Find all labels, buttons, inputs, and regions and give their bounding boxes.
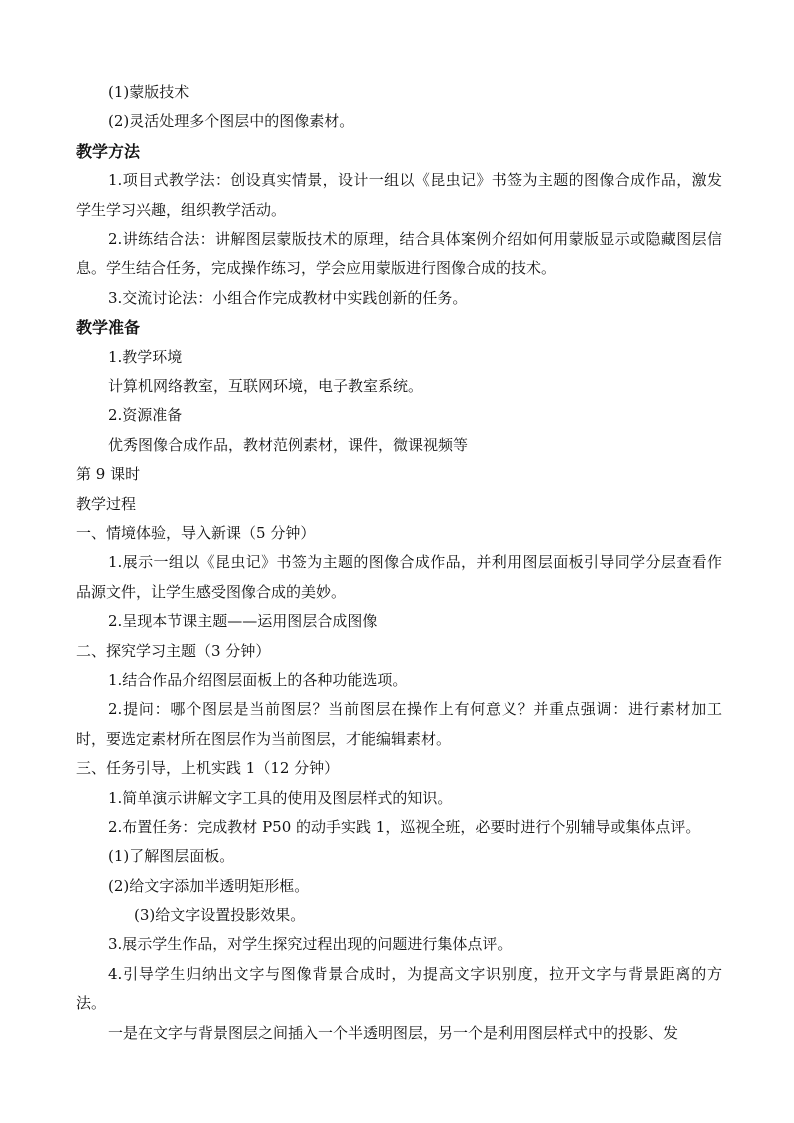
content-line: 2.资源准备 — [108, 406, 183, 425]
content-line: 1.教学环境 — [108, 347, 183, 366]
paragraph: 1.项目式教学法：创设真实情景，设计一组以《昆虫记》书签为主题的图像合成作品，激发学生学习兴趣，组织教学活动。 — [76, 171, 722, 219]
paragraph: 3.交流讨论法：小组合作完成教材中实践创新的任务。 — [108, 288, 468, 307]
content-line: 优秀图像合成作品，教材范例素材，课件，微课视频等 — [108, 435, 469, 454]
step-heading: 二、探究学习主题（3 分钟） — [76, 641, 271, 660]
paragraph: 4.引导学生归纳出文字与图像背景合成时，为提高文字识别度，拉开文字与背景距离的方法。 — [76, 964, 722, 1013]
paragraph: 2.讲练结合法：讲解图层蒙版技术的原理，结合具体案例介绍如何用蒙版显示或隐藏图层信息。学生结合任务，完成操作练习，学会应用蒙版进行图像合成的技术。 — [76, 229, 722, 278]
paragraph: 1.展示一组以《昆虫记》书签为主题的图像合成作品，并利用图层面板引导同学分层查看作品源文件，让学生感受图像合成的美妙。 — [76, 553, 722, 601]
content-line: 1.简单演示讲解文字工具的使用及图层样式的知识。 — [108, 788, 453, 807]
content-line: 计算机网络教室，互联网环境，电子教室系统。 — [108, 376, 424, 395]
section-heading: 教学准备 — [76, 318, 141, 338]
content-line: (2)给文字添加半透明矩形框。 — [108, 876, 310, 895]
process-label: 教学过程 — [76, 494, 137, 513]
content-line: 1.结合作品介绍图层面板上的各种功能选项。 — [108, 670, 408, 689]
content-line: 2.呈现本节课主题——运用图层合成图像 — [108, 612, 378, 631]
content-line: 3.展示学生作品，对学生探究过程出现的问题进行集体点评。 — [108, 935, 513, 954]
lesson-label: 第 9 课时 — [76, 465, 141, 484]
content-line: 2.布置任务：完成教材 P50 的动手实践 1，巡视全班，必要时进行个别辅导或集体点评。 — [108, 817, 701, 836]
content-line: (1)蒙版技术 — [108, 83, 190, 101]
content-line: 一是在文字与背景图层之间插入一个半透明图层，另一个是利用图层样式中的投影、发 — [108, 1023, 679, 1042]
step-heading: 一、情境体验，导入新课（5 分钟） — [76, 523, 316, 542]
document-page — [76, 78, 722, 1048]
content-line: (1)了解图层面板。 — [108, 847, 235, 866]
step-heading: 三、任务引导，上机实践 1（12 分钟） — [76, 759, 340, 778]
paragraph: 2.提问：哪个图层是当前图层？当前图层在操作上有何意义？并重点强调：进行素材加工时，要选定素材所在图层作为当前图层，才能编辑素材。 — [76, 700, 722, 748]
content-line: (2)灵活处理多个图层中的图像素材。 — [108, 112, 355, 131]
section-heading: 教学方法 — [76, 141, 141, 161]
content-line: (3)给文字设置投影效果。 — [134, 906, 306, 925]
